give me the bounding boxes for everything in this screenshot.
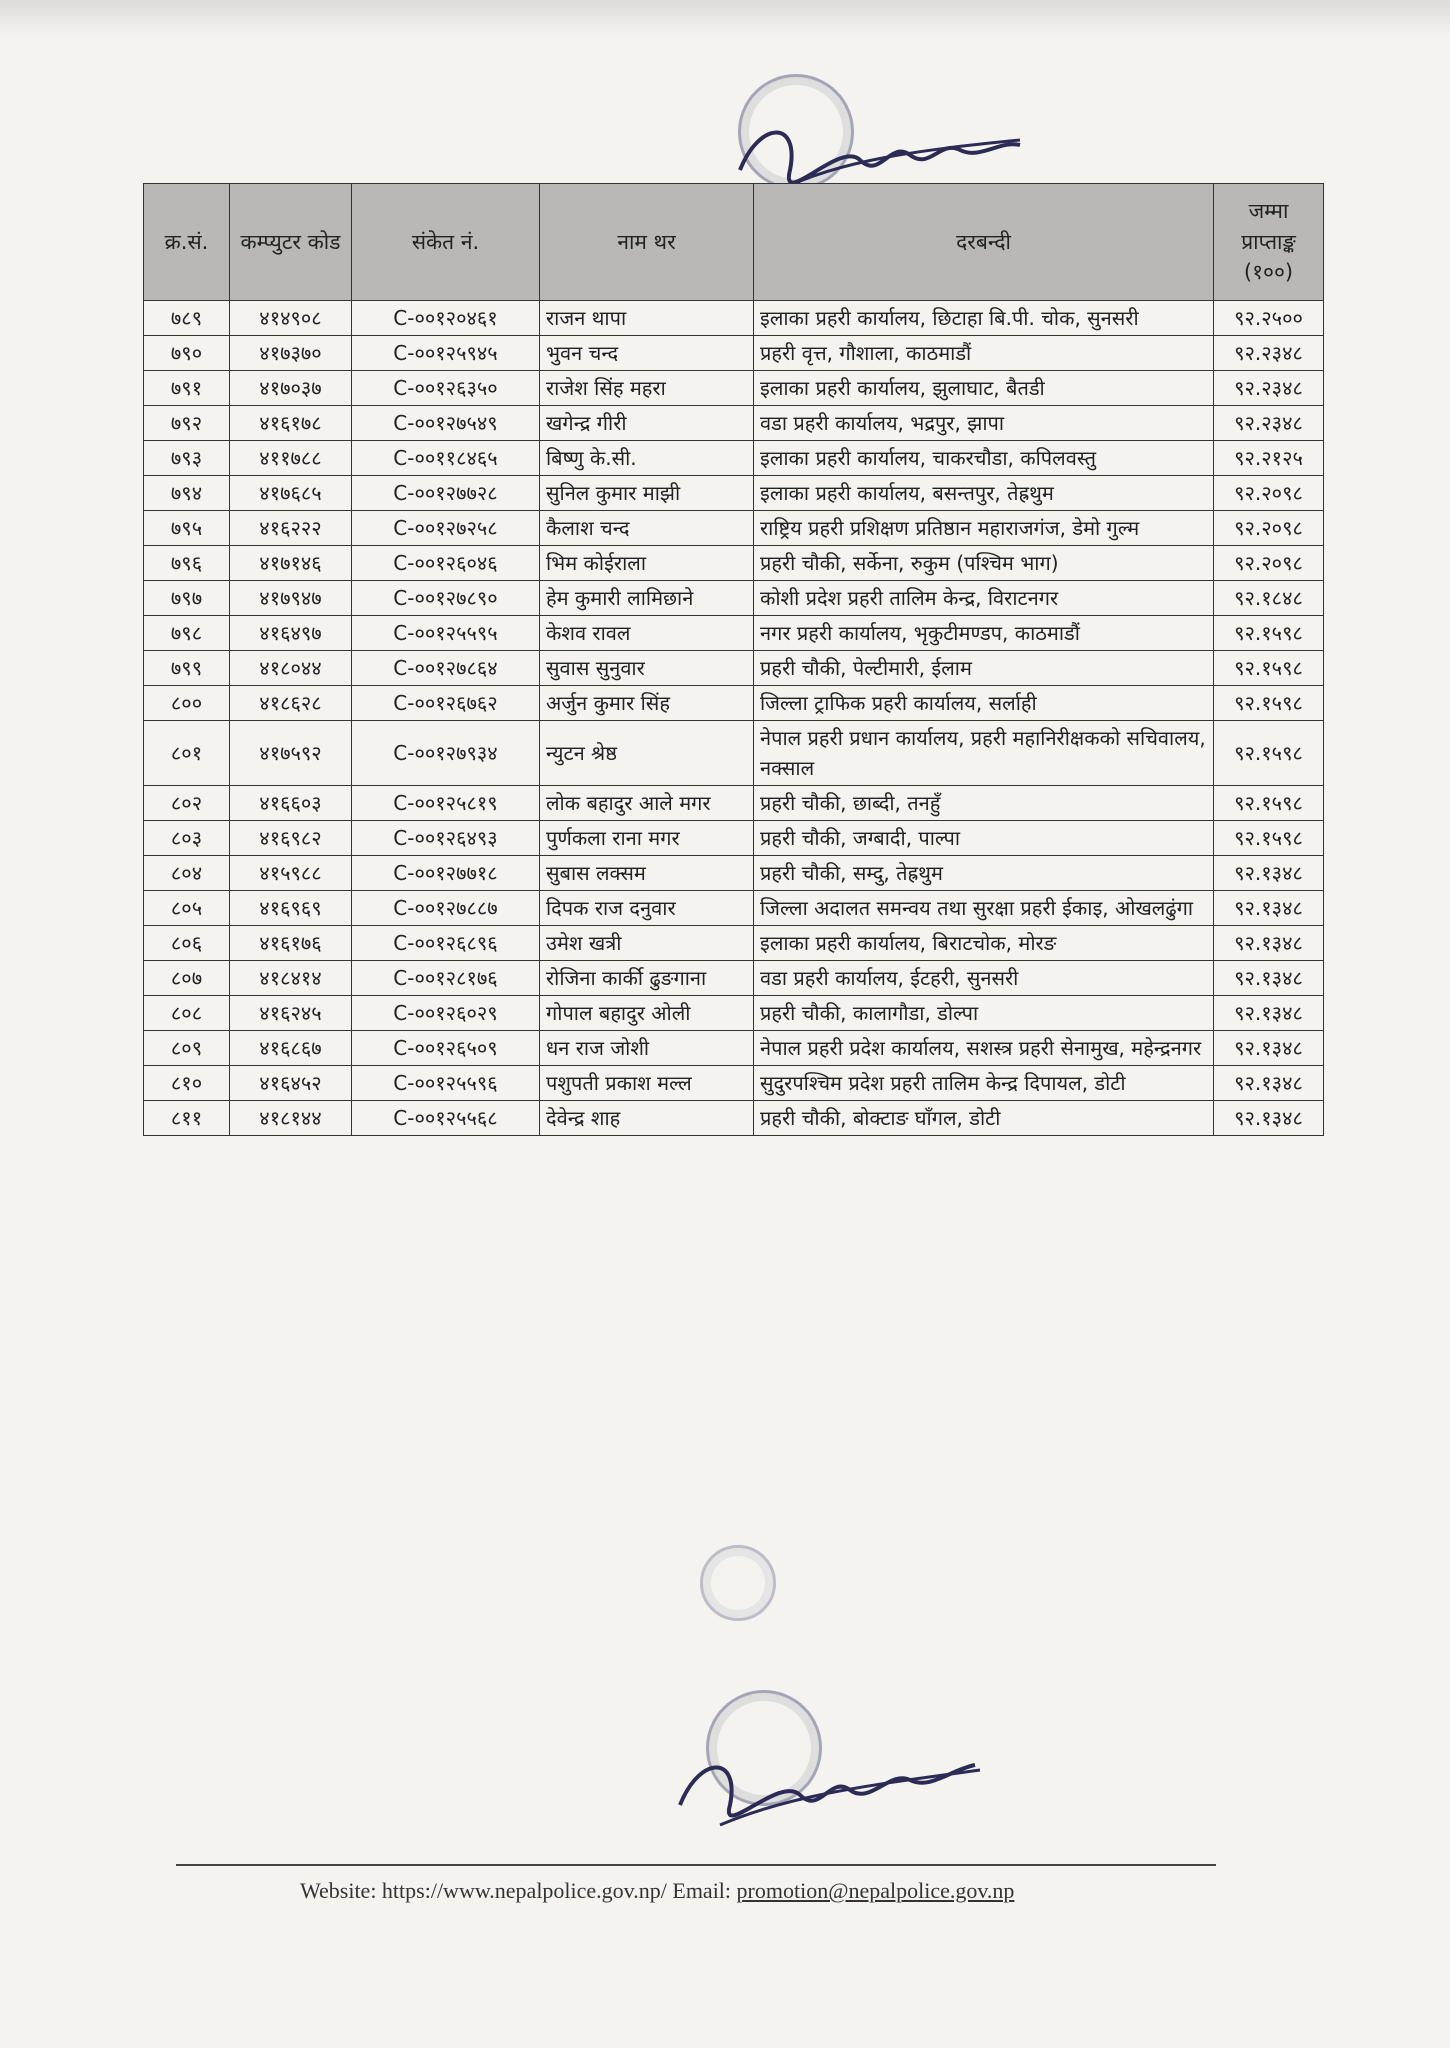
table-row (144, 336, 1324, 371)
cell-symbol-no: C-००११८४६५ (352, 441, 540, 476)
signature-bottom (650, 1725, 990, 1845)
cell-symbol-no: C-००१२७७२८ (352, 476, 540, 511)
cell-name: धन राज जोशी (540, 1031, 754, 1066)
cell-serial: ७८९ (144, 301, 230, 336)
cell-posting: प्रहरी चौकी, बोक्टाङ घाँगल, डोटी (754, 1101, 1214, 1136)
cell-computer-code: ४१६६०३ (230, 786, 352, 821)
cell-name: राजेश सिंह महरा (540, 371, 754, 406)
cell-posting: नगर प्रहरी कार्यालय, भृकुटीमण्डप, काठमाडौं (754, 616, 1214, 651)
cell-serial: ८०६ (144, 926, 230, 961)
cell-name: लोक बहादुर आले मगर (540, 786, 754, 821)
cell-computer-code: ४१७१४६ (230, 546, 352, 581)
cell-computer-code: ४१६९६९ (230, 891, 352, 926)
cell-posting: राष्ट्रिय प्रहरी प्रशिक्षण प्रतिष्ठान महाराजगंज, डेमो गुल्म (754, 511, 1214, 546)
cell-total-score: ९२.१५९८ (1214, 721, 1324, 786)
table-row (144, 926, 1324, 961)
cell-serial: ८०५ (144, 891, 230, 926)
table-row (144, 961, 1324, 996)
cell-name: केशव रावल (540, 616, 754, 651)
table-row (144, 406, 1324, 441)
table-row (144, 581, 1324, 616)
cell-total-score: ९२.१३४८ (1214, 961, 1324, 996)
cell-computer-code: ४१६४९७ (230, 616, 352, 651)
cell-name: अर्जुन कुमार सिंह (540, 686, 754, 721)
table-row (144, 1031, 1324, 1066)
cell-posting: सुदुरपश्चिम प्रदेश प्रहरी तालिम केन्द्र दिपायल, डोटी (754, 1066, 1214, 1101)
table-row (144, 546, 1324, 581)
office-seal-stamp-faint (700, 1545, 776, 1621)
cell-serial: ८०१ (144, 721, 230, 786)
cell-posting: प्रहरी चौकी, सम्दु, तेह्रथुम (754, 856, 1214, 891)
cell-name: दिपक राज दनुवार (540, 891, 754, 926)
cell-serial: ७९५ (144, 511, 230, 546)
scan-shadow (0, 0, 1450, 36)
cell-symbol-no: C-००१२७८९० (352, 581, 540, 616)
cell-serial: ७९२ (144, 406, 230, 441)
cell-name: सुवास सुनुवार (540, 651, 754, 686)
header-name: नाम थर (540, 184, 754, 301)
cell-name: देवेन्द्र शाह (540, 1101, 754, 1136)
footer-email-link[interactable]: promotion@nepalpolice.gov.np (736, 1878, 1015, 1903)
header-total-score: जम्मा प्राप्ताङ्क (१००) (1214, 184, 1324, 301)
cell-total-score: ९२.२५०० (1214, 301, 1324, 336)
cell-total-score: ९२.२०९८ (1214, 546, 1324, 581)
cell-total-score: ९२.१३४८ (1214, 1031, 1324, 1066)
cell-posting: जिल्ला अदालत समन्वय तथा सुरक्षा प्रहरी ईकाइ, ओखलढुंगा (754, 891, 1214, 926)
table-row (144, 476, 1324, 511)
cell-symbol-no: C-००१२६७६२ (352, 686, 540, 721)
cell-name: खगेन्द्र गीरी (540, 406, 754, 441)
cell-serial: ८०३ (144, 821, 230, 856)
cell-symbol-no: C-००१२६४९३ (352, 821, 540, 856)
cell-serial: ८१० (144, 1066, 230, 1101)
footer-email-label: Email: (672, 1878, 732, 1903)
cell-name: भिम कोईराला (540, 546, 754, 581)
table-row (144, 511, 1324, 546)
cell-serial: ८०७ (144, 961, 230, 996)
cell-posting: इलाका प्रहरी कार्यालय, बसन्तपुर, तेह्रथुम (754, 476, 1214, 511)
cell-total-score: ९२.२०९८ (1214, 476, 1324, 511)
cell-posting: इलाका प्रहरी कार्यालय, छिटाहा बि.पी. चोक, सुनसरी (754, 301, 1214, 336)
cell-computer-code: ४१६८६७ (230, 1031, 352, 1066)
cell-total-score: ९२.१५९८ (1214, 686, 1324, 721)
cell-computer-code: ४१६४५२ (230, 1066, 352, 1101)
cell-name: पशुपती प्रकाश मल्ल (540, 1066, 754, 1101)
cell-symbol-no: C-००१२५९४५ (352, 336, 540, 371)
cell-posting: प्रहरी चौकी, जग्बादी, पाल्पा (754, 821, 1214, 856)
cell-total-score: ९२.१५९८ (1214, 821, 1324, 856)
cell-serial: ७९४ (144, 476, 230, 511)
cell-total-score: ९२.१५९८ (1214, 786, 1324, 821)
cell-posting: जिल्ला ट्राफिक प्रहरी कार्यालय, सर्लाही (754, 686, 1214, 721)
cell-total-score: ९२.१५९८ (1214, 616, 1324, 651)
cell-computer-code: ४१७०३७ (230, 371, 352, 406)
cell-symbol-no: C-००१२७८६४ (352, 651, 540, 686)
cell-total-score: ९२.२३४८ (1214, 406, 1324, 441)
cell-posting: इलाका प्रहरी कार्यालय, बिराटचोक, मोरङ (754, 926, 1214, 961)
cell-serial: ८०९ (144, 1031, 230, 1066)
table-row (144, 1066, 1324, 1101)
table-row (144, 721, 1324, 786)
cell-serial: ७९१ (144, 371, 230, 406)
cell-symbol-no: C-००१२६८९६ (352, 926, 540, 961)
table-row (144, 891, 1324, 926)
table-row (144, 616, 1324, 651)
table-row (144, 856, 1324, 891)
cell-total-score: ९२.१३४८ (1214, 1101, 1324, 1136)
cell-serial: ८०४ (144, 856, 230, 891)
cell-computer-code: ४१६१७८ (230, 406, 352, 441)
cell-name: रोजिना कार्की ढुङगाना (540, 961, 754, 996)
footer-contact (300, 1878, 1220, 1904)
cell-symbol-no: C-००१२५५९५ (352, 616, 540, 651)
cell-posting: नेपाल प्रहरी प्रदेश कार्यालय, सशस्त्र प्रहरी सेनामुख, महेन्द्रनगर (754, 1031, 1214, 1066)
cell-name: सुबास लक्सम (540, 856, 754, 891)
table-row (144, 786, 1324, 821)
cell-posting: इलाका प्रहरी कार्यालय, झुलाघाट, बैतडी (754, 371, 1214, 406)
cell-posting: प्रहरी चौकी, सर्केना, रुकुम (पश्चिम भाग) (754, 546, 1214, 581)
header-symbol-no: संकेत नं. (352, 184, 540, 301)
table-row (144, 371, 1324, 406)
cell-symbol-no: C-००१२६०४६ (352, 546, 540, 581)
cell-symbol-no: C-००१२०४६१ (352, 301, 540, 336)
cell-computer-code: ४१८०४४ (230, 651, 352, 686)
header-serial: क्र.सं. (144, 184, 230, 301)
cell-serial: ७९८ (144, 616, 230, 651)
cell-serial: ७९६ (144, 546, 230, 581)
cell-posting: कोशी प्रदेश प्रहरी तालिम केन्द्र, विराटनगर (754, 581, 1214, 616)
cell-symbol-no: C-००१२५५९६ (352, 1066, 540, 1101)
cell-serial: ७९० (144, 336, 230, 371)
cell-posting: प्रहरी चौकी, छाब्दी, तनहुँ (754, 786, 1214, 821)
cell-computer-code: ४१४९०८ (230, 301, 352, 336)
cell-computer-code: ४१८६२८ (230, 686, 352, 721)
cell-computer-code: ४१८४१४ (230, 961, 352, 996)
table-row (144, 651, 1324, 686)
cell-computer-code: ४१८१४४ (230, 1101, 352, 1136)
cell-total-score: ९२.१३४८ (1214, 996, 1324, 1031)
footer-website[interactable]: Website: https://www.nepalpolice.gov.np/ (300, 1878, 667, 1903)
cell-serial: ८०२ (144, 786, 230, 821)
cell-serial: ७९३ (144, 441, 230, 476)
cell-total-score: ९२.१३४८ (1214, 856, 1324, 891)
table-row (144, 996, 1324, 1031)
cell-posting: प्रहरी चौकी, पेल्टीमारी, ईलाम (754, 651, 1214, 686)
cell-symbol-no: C-००१२५८१९ (352, 786, 540, 821)
cell-posting: नेपाल प्रहरी प्रधान कार्यालय, प्रहरी महानिरीक्षकको सचिवालय, नक्साल (754, 721, 1214, 786)
cell-computer-code: ४१६९८२ (230, 821, 352, 856)
cell-symbol-no: C-००१२८१७६ (352, 961, 540, 996)
cell-computer-code: ४१७३७० (230, 336, 352, 371)
cell-symbol-no: C-००१२७७१८ (352, 856, 540, 891)
cell-name: उमेश खत्री (540, 926, 754, 961)
cell-total-score: ९२.२०९८ (1214, 511, 1324, 546)
table-row (144, 441, 1324, 476)
cell-name: गोपाल बहादुर ओली (540, 996, 754, 1031)
table-row (144, 301, 1324, 336)
cell-computer-code: ४१७९४७ (230, 581, 352, 616)
cell-computer-code: ४१७५९२ (230, 721, 352, 786)
cell-serial: ७९९ (144, 651, 230, 686)
cell-symbol-no: C-००१२५५६८ (352, 1101, 540, 1136)
cell-name: कैलाश चन्द (540, 511, 754, 546)
cell-symbol-no: C-००१२६५०९ (352, 1031, 540, 1066)
cell-name: राजन थापा (540, 301, 754, 336)
cell-name: हेम कुमारी लामिछाने (540, 581, 754, 616)
cell-computer-code: ४१५९८८ (230, 856, 352, 891)
cell-total-score: ९२.२३४८ (1214, 336, 1324, 371)
cell-symbol-no: C-००१२६३५० (352, 371, 540, 406)
cell-total-score: ९२.१३४८ (1214, 891, 1324, 926)
cell-symbol-no: C-००१२७५४९ (352, 406, 540, 441)
promotion-results-table (143, 183, 1324, 1136)
cell-posting: प्रहरी वृत्त, गौशाला, काठमाडौं (754, 336, 1214, 371)
header-posting: दरबन्दी (754, 184, 1214, 301)
cell-serial: ८०८ (144, 996, 230, 1031)
cell-serial: ८११ (144, 1101, 230, 1136)
cell-serial: ७९७ (144, 581, 230, 616)
table-row (144, 821, 1324, 856)
cell-total-score: ९२.२३४८ (1214, 371, 1324, 406)
cell-name: न्युटन श्रेष्ठ (540, 721, 754, 786)
cell-computer-code: ४१६१७६ (230, 926, 352, 961)
cell-symbol-no: C-००१२७२५८ (352, 511, 540, 546)
cell-posting: वडा प्रहरी कार्यालय, ईटहरी, सुनसरी (754, 961, 1214, 996)
cell-computer-code: ४१६२२२ (230, 511, 352, 546)
table-header-row (144, 184, 1324, 301)
table-row (144, 1101, 1324, 1136)
cell-posting: प्रहरी चौकी, कालागौडा, डोल्पा (754, 996, 1214, 1031)
cell-total-score: ९२.१३४८ (1214, 1066, 1324, 1101)
cell-name: पुर्णकला राना मगर (540, 821, 754, 856)
cell-computer-code: ४११७८८ (230, 441, 352, 476)
table-row (144, 686, 1324, 721)
cell-serial: ८०० (144, 686, 230, 721)
cell-total-score: ९२.१८४८ (1214, 581, 1324, 616)
cell-computer-code: ४१७६८५ (230, 476, 352, 511)
cell-symbol-no: C-००१२७८८७ (352, 891, 540, 926)
cell-name: भुवन चन्द (540, 336, 754, 371)
cell-symbol-no: C-००१२६०२९ (352, 996, 540, 1031)
cell-name: बिष्णु के.सी. (540, 441, 754, 476)
cell-total-score: ९२.१५९८ (1214, 651, 1324, 686)
cell-posting: इलाका प्रहरी कार्यालय, चाकरचौडा, कपिलवस्तु (754, 441, 1214, 476)
cell-posting: वडा प्रहरी कार्यालय, भद्रपुर, झापा (754, 406, 1214, 441)
cell-total-score: ९२.१३४८ (1214, 926, 1324, 961)
cell-name: सुनिल कुमार माझी (540, 476, 754, 511)
header-computer-code: कम्प्युटर कोड (230, 184, 352, 301)
cell-total-score: ९२.२१२५ (1214, 441, 1324, 476)
cell-computer-code: ४१६२४५ (230, 996, 352, 1031)
cell-symbol-no: C-००१२७९३४ (352, 721, 540, 786)
footer-divider (176, 1864, 1216, 1866)
